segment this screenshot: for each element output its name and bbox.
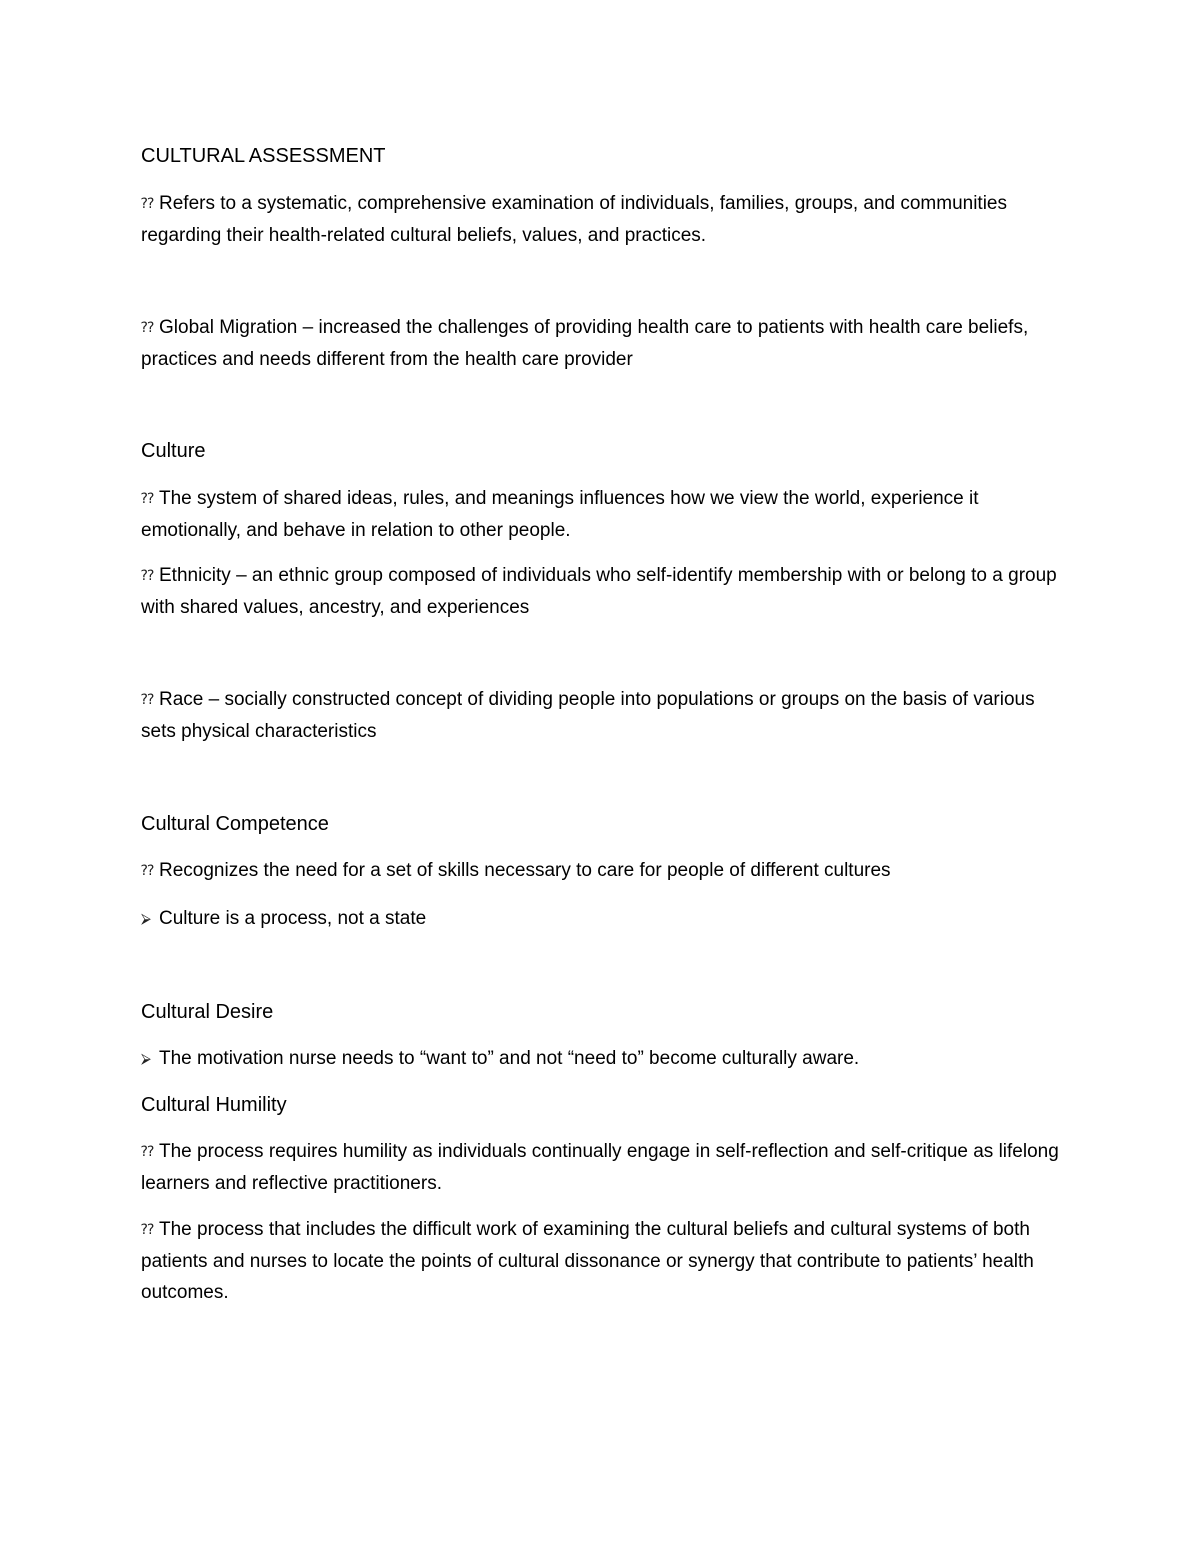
paragraph-definition: ⁇ Refers to a systematic, comprehensive examination of individuals, families, groups, and communities regarding their health-related cultural beliefs, values, and practices. <box>141 188 1071 251</box>
bullet-icon: ⁇ <box>141 692 154 708</box>
bullet-icon: ⁇ <box>141 1222 154 1238</box>
arrow-bullet-icon: ⮚ <box>141 911 151 927</box>
heading-cultural-desire: Cultural Desire <box>141 1001 274 1023</box>
heading-cultural-humility: Cultural Humility <box>141 1094 287 1116</box>
paragraph-humility-examining: ⁇ The process that includes the difficult work of examining the cultural beliefs and cultural systems of both patients and nurses to locate the points of cultural dissonance or synergy that contribute to patients’ health outcomes. <box>141 1214 1071 1308</box>
bullet-icon: ⁇ <box>141 320 154 336</box>
paragraph-competence-skills: ⁇ Recognizes the need for a set of skills necessary to care for people of different cultures <box>141 855 1071 887</box>
arrow-bullet-icon: ⮚ <box>141 1051 151 1067</box>
bullet-icon: ⁇ <box>141 491 154 507</box>
document-title: CULTURAL ASSESSMENT <box>141 145 386 167</box>
paragraph-race: ⁇ Race – socially constructed concept of dividing people into populations or groups on the basis of various sets physical characteristics <box>141 684 1071 747</box>
paragraph-ethnicity: ⁇ Ethnicity – an ethnic group composed of individuals who self-identify membership with or belong to a group with shared values, ancestry, and experiences <box>141 560 1071 623</box>
paragraph-culture-process: ⮚ Culture is a process, not a state <box>141 903 1071 935</box>
paragraph-humility-process: ⁇ The process requires humility as individuals continually engage in self-reflection and self-critique as lifelong learners and reflective practitioners. <box>141 1136 1071 1199</box>
paragraph-culture-system: ⁇ The system of shared ideas, rules, and meanings influences how we view the world, experience it emotionally, and behave in relation to other people. <box>141 483 1071 546</box>
paragraph-global-migration: ⁇ Global Migration – increased the challenges of providing health care to patients with health care beliefs, practices and needs different from the health care provider <box>141 312 1071 375</box>
bullet-icon: ⁇ <box>141 863 154 879</box>
bullet-icon: ⁇ <box>141 196 154 212</box>
bullet-icon: ⁇ <box>141 1144 154 1160</box>
heading-culture: Culture <box>141 440 206 462</box>
paragraph-motivation: ⮚ The motivation nurse needs to “want to” and not “need to” become culturally aware. <box>141 1043 1071 1075</box>
bullet-icon: ⁇ <box>141 568 154 584</box>
heading-cultural-competence: Cultural Competence <box>141 813 329 835</box>
